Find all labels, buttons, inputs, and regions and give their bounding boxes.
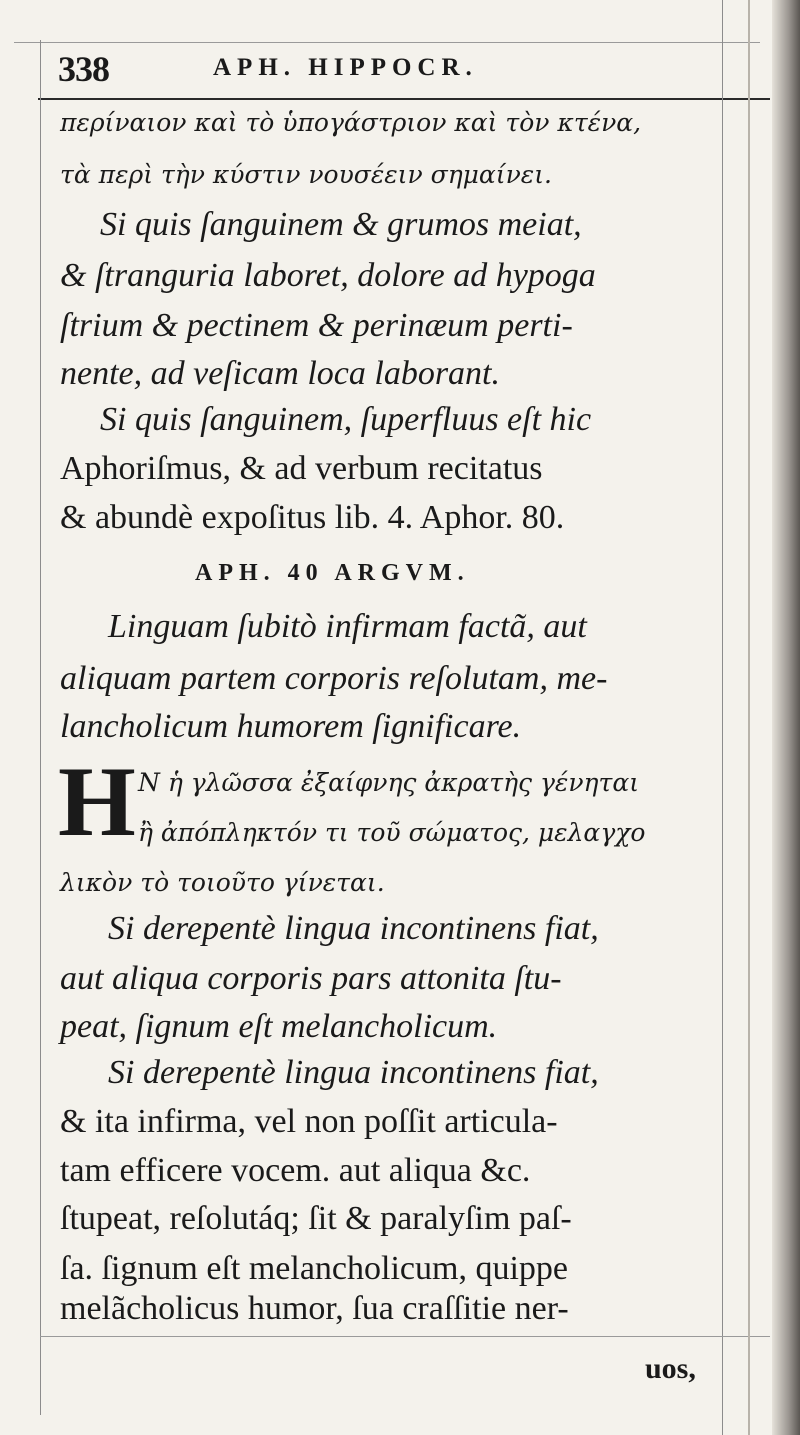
- commentary-line-3: & abundè expoſitus lib. 4. Aphor. 80.: [60, 499, 565, 536]
- frame-rule-right: [722, 0, 723, 1435]
- translation-line-3: ſtrium & pectinem & perinæum perti-: [60, 307, 573, 344]
- aphorism-commentary-line-4: ſtupeat, reſolutáq; ſit & paralyſim paſ-: [60, 1200, 572, 1237]
- catchword: uos,: [645, 1352, 696, 1385]
- argument-line-1: Linguam ſubitò infirmam factã, aut: [108, 608, 587, 645]
- argument-line-3: lancholicum humorem ſignificare.: [60, 708, 522, 745]
- section-heading: APH. 40 ARGVM.: [195, 560, 470, 586]
- aphorism-commentary-line-2: & ita infirma, vel non poſſit articula-: [60, 1103, 558, 1140]
- commentary-line-2: Aphoriſmus, & ad verbum recitatus: [60, 450, 543, 487]
- argument-line-2: aliquam partem corporis reſolutam, me-: [60, 660, 608, 697]
- translation-line-1: Si quis ſanguinem & grumos meiat,: [100, 206, 582, 243]
- gutter-line: [748, 0, 750, 1435]
- aphorism-greek-line-2: ἢ ἀπόπληκτόν τι τοῦ σώματος, μελαγχο: [138, 818, 646, 847]
- aphorism-commentary-line-1: Si derepentè lingua incontinens fiat,: [108, 1054, 599, 1091]
- commentary-line-1: Si quis ſanguinem, ſuperfluus eſt hic: [100, 401, 592, 438]
- aphorism-commentary-line-5: ſa. ſignum eſt melancholicum, quippe: [60, 1250, 568, 1287]
- drop-cap: H: [58, 746, 136, 857]
- book-gutter-shadow: [772, 0, 800, 1435]
- running-head: [58, 48, 718, 88]
- translation-line-2: & ſtranguria laboret, dolore ad hypoga: [60, 257, 596, 294]
- aphorism-greek-line-3: λικὸν τὸ τοιοῦτο γίνεται.: [60, 868, 385, 897]
- frame-rule-top-outer: [14, 42, 760, 43]
- frame-rule-top: [38, 98, 770, 100]
- aphorism-latin-line-3: peat, ſignum eſt melancholicum.: [60, 1008, 498, 1045]
- aphorism-latin-line-2: aut aliqua corporis pars attonita ſtu-: [60, 960, 562, 997]
- aphorism-commentary-line-3: tam efficere vocem. aut aliqua &c.: [60, 1152, 531, 1189]
- aphorism-greek-line-1: Ν ἡ γλῶσσα ἐξαίφνης ἀκρατὴς γένηται: [138, 768, 640, 797]
- greek-line-1: περίναιον καὶ τὸ ὑπογάστριον καὶ τὸν κτένα,: [60, 108, 642, 137]
- translation-line-4: nente, ad veſicam loca laborant.: [60, 355, 501, 392]
- page-number: 338: [58, 49, 109, 89]
- frame-rule-left: [40, 40, 41, 1415]
- aphorism-latin-line-1: Si derepentè lingua incontinens fiat,: [108, 910, 599, 947]
- aphorism-commentary-line-6: melãcholicus humor, ſua craſſitie ner-: [60, 1290, 569, 1327]
- greek-line-2: τὰ περὶ τὴν κύστιν νουσέειν σημαίνει.: [60, 160, 552, 189]
- frame-rule-bottom: [40, 1336, 770, 1337]
- running-title: APH. HIPPOCR.: [213, 54, 478, 81]
